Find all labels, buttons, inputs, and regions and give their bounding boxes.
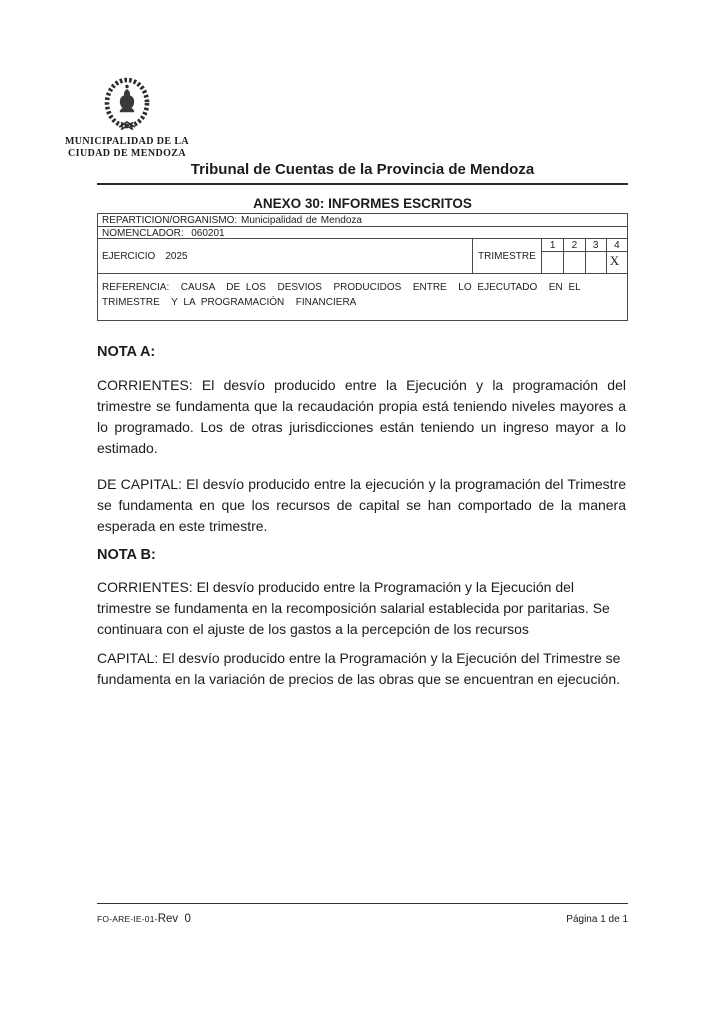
municipality-logo xyxy=(57,76,197,159)
footer-page-number: Página 1 de 1 xyxy=(566,914,628,925)
ejercicio-label: EJERCICIO xyxy=(102,250,156,262)
quarter-mark-2 xyxy=(563,252,584,273)
trimestre-cell xyxy=(472,239,542,273)
reparticion-row xyxy=(98,214,627,226)
footer-code-text: FO-ARE-IE-01- xyxy=(97,914,158,924)
nota-a-paragraph-corrientes: CORRIENTES: El desvío producido entre la Ejecución y la programación del trimestre se fundamenta que la recaudación propia está teniendo niveles mayores a lo programado. Los de otras jurisdicciones están teniendo un ingreso mayor a lo estimado. xyxy=(97,377,626,456)
referencia-row: REFERENCIA: CAUSA DE LOS DESVIOS PRODUCIDOS ENTRE LO EJECUTADO EN EL TRIMESTRE Y LA PROGRAMACIÓN FINANCIERA xyxy=(98,273,627,320)
quarter-header-1: 1 xyxy=(542,239,563,252)
mendoza-city-crest-icon xyxy=(102,76,152,134)
ejercicio-row xyxy=(98,238,627,273)
document-subtitle: ANEXO 30: INFORMES ESCRITOS xyxy=(253,196,472,211)
quarter-header-4: 4 xyxy=(606,239,627,252)
reparticion-value: Municipalidad de Mendoza xyxy=(240,215,362,226)
notes-section xyxy=(97,344,626,690)
form-table xyxy=(97,213,628,321)
quarter-mark-4: X xyxy=(606,252,627,273)
nomenclador-value: 060201 xyxy=(191,228,225,239)
document-title: Tribunal de Cuentas de la Provincia de Mendoza xyxy=(97,161,628,185)
ejercicio-value: 2025 xyxy=(165,250,188,262)
nota-a-paragraph-de-capital: DE CAPITAL: El desvío producido entre la ejecución y la programación del Trimestre se fundamenta en que los recursos de capital se han comportado de la manera esperada en este trimestre. xyxy=(97,476,626,534)
footer-revision: Rev 0 xyxy=(157,913,191,925)
org-name-line2: CIUDAD DE MENDOZA xyxy=(68,147,186,159)
nomenclador-label: NOMENCLADOR: xyxy=(102,228,184,239)
nomenclador-row xyxy=(98,226,627,238)
trimestre-label: TRIMESTRE xyxy=(478,250,536,262)
page-footer xyxy=(97,903,628,927)
quarter-header-2: 2 xyxy=(563,239,584,252)
quarter-mark-3 xyxy=(585,252,606,273)
ejercicio-cell xyxy=(98,239,472,273)
org-name-line1: MUNICIPALIDAD DE LA xyxy=(64,136,190,147)
quarter-mark-1 xyxy=(542,252,563,273)
quarter-header-3: 3 xyxy=(585,239,606,252)
nota-b-paragraph-corrientes: CORRIENTES: El desvío producido entre la Programación y la Ejecución del trimestre se fundamenta en la recomposición salarial establecida por paritarias. Se continuara con el ajuste de los gastos a la percepción de los recursos xyxy=(97,579,610,637)
quarter-grid xyxy=(542,239,627,273)
footer-form-code xyxy=(97,909,191,927)
nota-b-paragraph-capital: CAPITAL: El desvío producido entre la Programación y la Ejecución del Trimestre se fundamenta en la variación de precios de las obras que se encuentran en ejecución. xyxy=(97,650,621,687)
reparticion-label: REPARTICION/ORGANISMO: xyxy=(102,215,238,226)
nota-a-heading: NOTA A: xyxy=(97,344,156,360)
nota-b-heading: NOTA B: xyxy=(97,547,156,563)
